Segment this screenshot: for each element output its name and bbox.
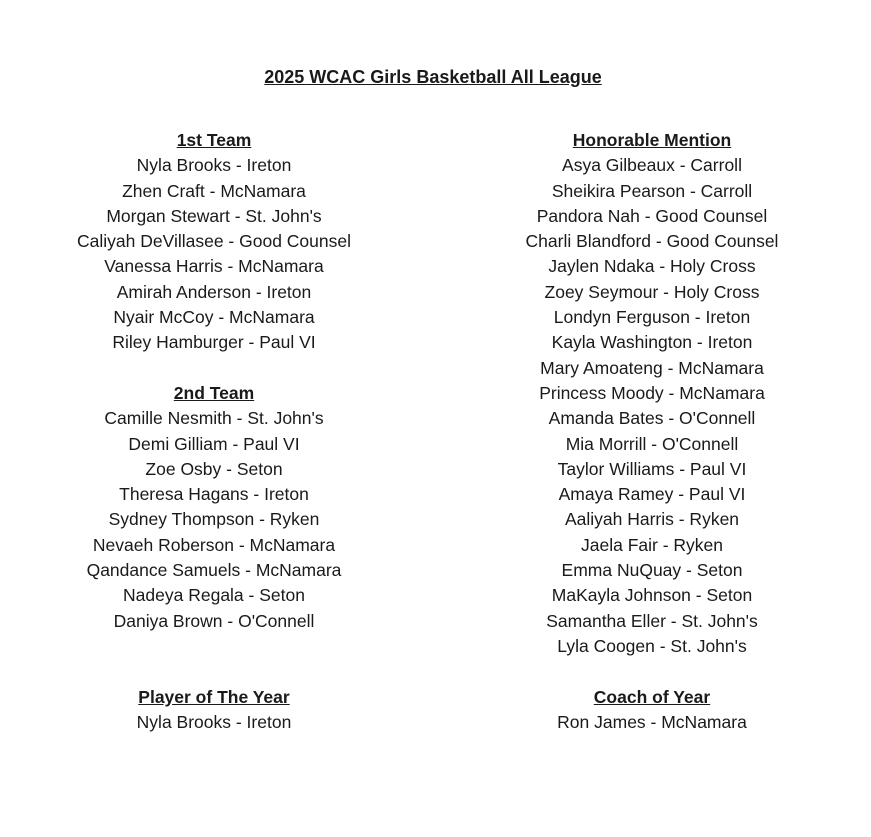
list-item: Charli Blandford - Good Counsel	[525, 231, 779, 252]
list-item: Mary Amoateng - McNamara	[540, 357, 764, 378]
document-title: 2025 WCAC Girls Basketball All League	[264, 67, 602, 87]
left-column	[24, 128, 404, 634]
list-item: Taylor Williams - Paul VI	[557, 458, 747, 479]
first-team-list	[24, 153, 404, 355]
list-item: Sheikira Pearson - Carroll	[551, 180, 753, 201]
player-of-year-heading: Player of The Year	[138, 687, 290, 707]
list-item: Kayla Washington - Ireton	[551, 332, 753, 353]
list-item: Nyair McCoy - McNamara	[113, 307, 315, 328]
list-item: Amirah Anderson - Ireton	[116, 281, 312, 302]
list-item: Zoe Osby - Seton	[145, 458, 283, 479]
list-item: Zhen Craft - McNamara	[122, 180, 306, 201]
list-item: Sydney Thompson - Ryken	[108, 509, 320, 530]
list-item: Londyn Ferguson - Ireton	[553, 307, 751, 328]
list-item: Mia Morrill - O'Connell	[565, 433, 739, 454]
list-item: Nevaeh Roberson - McNamara	[92, 534, 336, 555]
list-item: MaKayla Johnson - Seton	[551, 585, 753, 606]
honorable-mention-heading: Honorable Mention	[572, 130, 732, 150]
list-item: Aaliyah Harris - Ryken	[564, 509, 740, 530]
list-item: Lyla Coogen - St. John's	[557, 635, 747, 656]
second-team-heading: 2nd Team	[173, 382, 255, 403]
list-item: Amanda Bates - O'Connell	[548, 408, 756, 429]
player-of-year-winner: Nyla Brooks - Ireton	[136, 712, 292, 733]
list-item: Asya Gilbeaux - Carroll	[562, 155, 742, 176]
list-item: Theresa Hagans - Ireton	[119, 484, 309, 505]
list-item: Morgan Stewart - St. John's	[106, 205, 322, 226]
right-column	[462, 128, 842, 659]
list-item: Caliyah DeVillasee - Good Counsel	[77, 231, 351, 252]
list-item: Riley Hamburger - Paul VI	[112, 332, 316, 353]
coach-of-year-section	[462, 685, 842, 736]
second-team-list	[24, 406, 404, 634]
list-item: Nadeya Regala - Seton	[123, 585, 305, 606]
list-item: Emma NuQuay - Seton	[561, 560, 743, 581]
first-team-heading: 1st Team	[176, 130, 252, 150]
list-item: Camille Nesmith - St. John's	[104, 408, 324, 429]
list-item: Pandora Nah - Good Counsel	[536, 205, 768, 226]
list-item: Samantha Eller - St. John's	[546, 610, 758, 631]
honorable-mention-list	[462, 153, 842, 659]
list-item: Jaylen Ndaka - Holy Cross	[548, 256, 756, 277]
list-item: Amaya Ramey - Paul VI	[558, 484, 746, 505]
list-item: Demi Gilliam - Paul VI	[128, 433, 300, 454]
coach-of-year-winner: Ron James - McNamara	[557, 712, 747, 733]
section-spacer	[24, 356, 404, 381]
list-item: Zoey Seymour - Holy Cross	[544, 281, 760, 302]
list-item: Jaela Fair - Ryken	[581, 534, 723, 555]
coach-of-year-heading: Coach of Year	[593, 687, 711, 707]
list-item: Qandance Samuels - McNamara	[86, 560, 342, 581]
list-item: Daniya Brown - O'Connell	[113, 610, 315, 631]
player-of-year-section	[24, 685, 404, 736]
list-item: Princess Moody - McNamara	[539, 382, 765, 403]
list-item: Vanessa Harris - McNamara	[104, 256, 324, 277]
list-item: Nyla Brooks - Ireton	[136, 155, 292, 176]
